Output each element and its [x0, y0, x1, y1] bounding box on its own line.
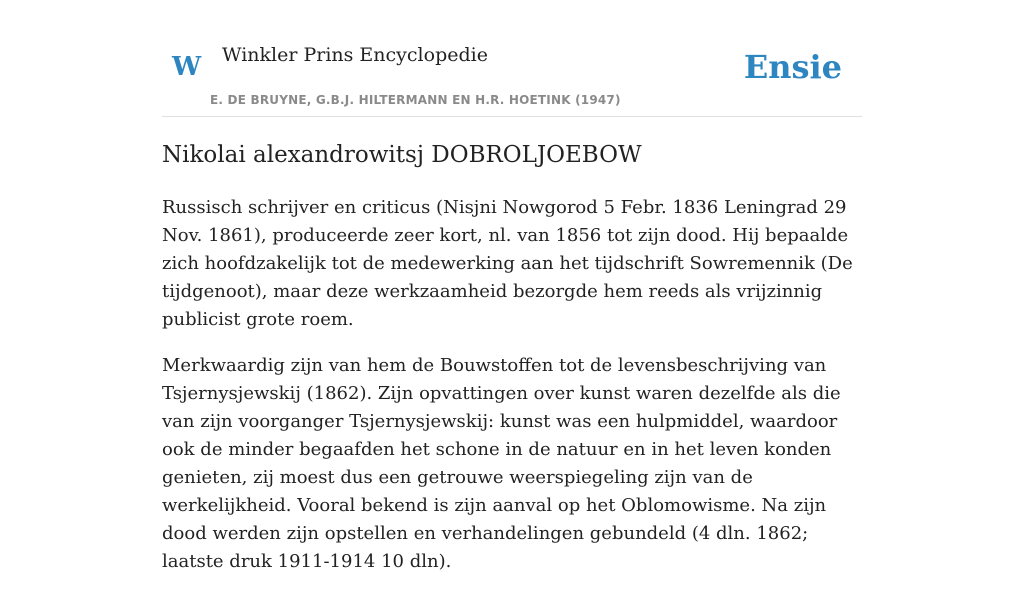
article-title: Nikolai alexandrowitsj DOBROLJOEBOW [162, 142, 642, 168]
article-paragraph: Russisch schrijver en criticus (Nisjni Nowgorod 5 Febr. 1836 Leningrad 29 Nov. 1861), produceerde zeer kort, nl. van 1856 tot zijn dood. Hij bepaalde zich hoofdzakelijk tot de medewerking aan het tijdschrift Sowremennik (De tijdgenoot), maar deze werkzaamheid bezorgde hem reeds als vrijzinnig publicist grote roem. [162, 197, 853, 330]
article [162, 138, 870, 594]
work-authors: E. DE BRUYNE, G.B.J. HILTERMANN EN H.R. HOETINK (1947) [210, 93, 621, 107]
article-paragraph: Merkwaardig zijn van hem de Bouwstoffen tot de levensbeschrijving van Tsjernysjewskij (1862). Zijn opvattingen over kunst waren dezelfde als die van zijn voorganger Tsjernysjewskij: kunst was een hulpmiddel, waardoor ook de minder begaafden het schone in de natuur en in het leven konden genieten, zij moest dus een getrouwe weerspiegeling zijn van de werkelijkheid. Vooral bekend is zijn aanval op het Oblomowisme. Na zijn dood werden zijn opstellen en verhandelingen gebundeld (4 dln. 1862; laatste druk 1911-1914 10 dln). [162, 355, 841, 572]
winkler-prins-logo[interactable]: W [172, 52, 202, 82]
ensie-brand-link[interactable]: Ensie [743, 48, 842, 86]
work-title[interactable]: Winkler Prins Encyclopedie [222, 44, 488, 66]
source-header [162, 0, 862, 117]
